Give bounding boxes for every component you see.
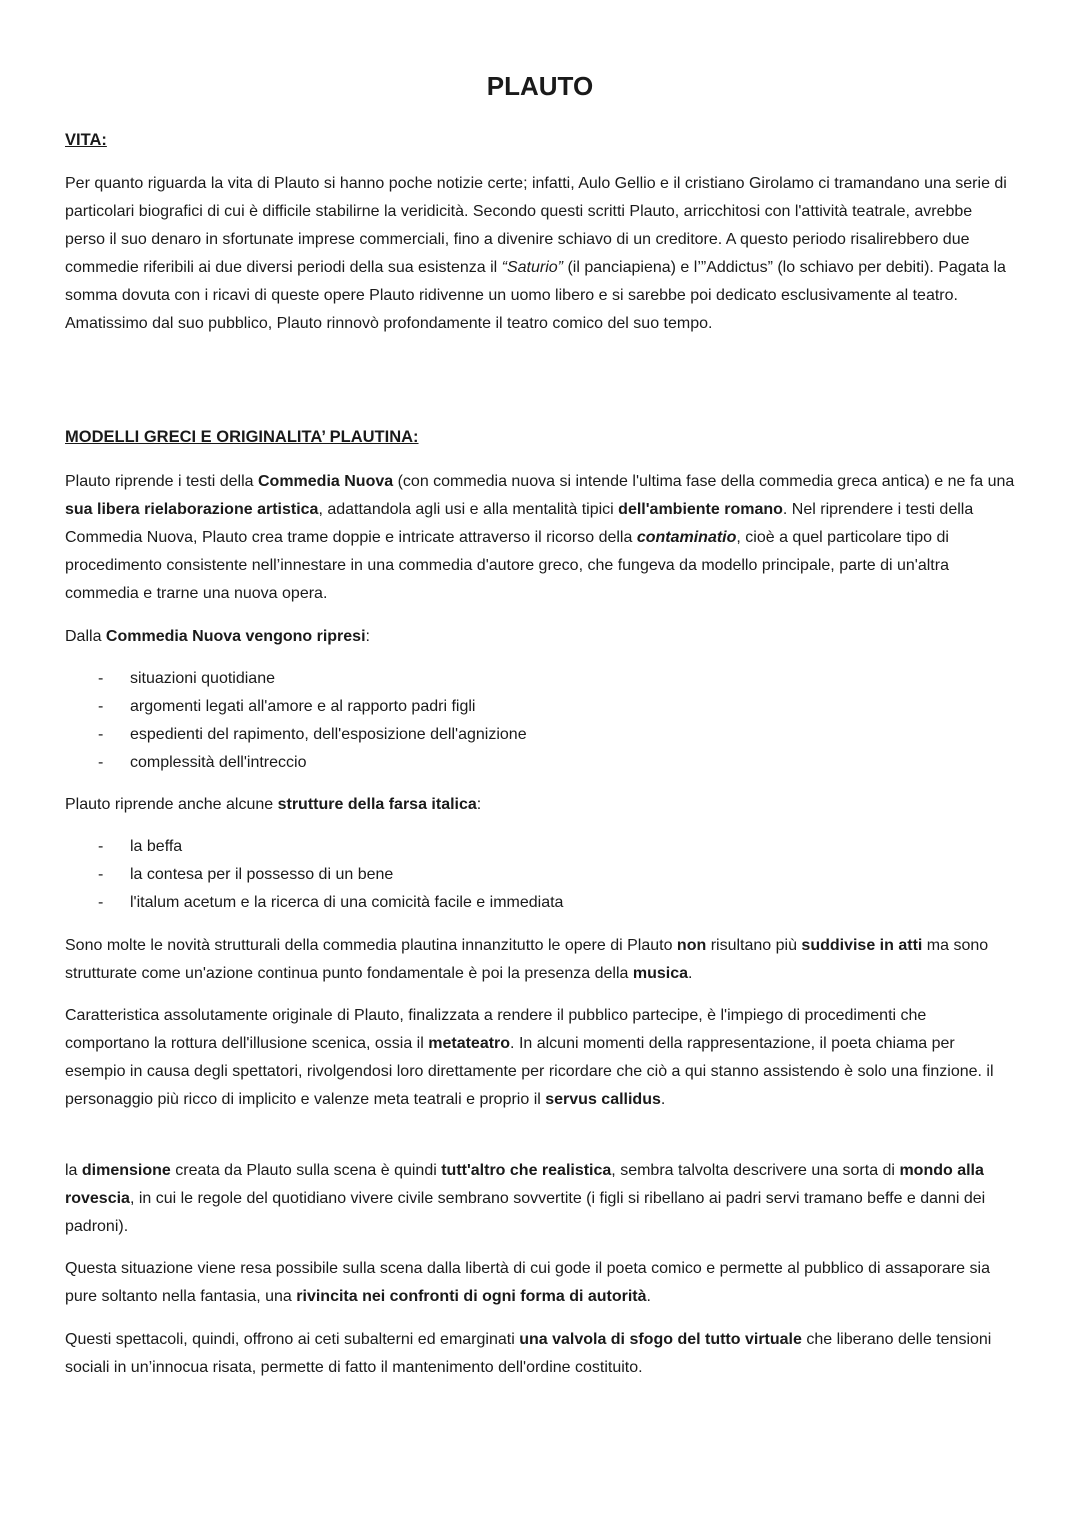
text-run: . [646, 1288, 651, 1305]
list-item: - la beffa [65, 833, 1015, 861]
modelli-paragraph-5 [65, 1002, 1015, 1114]
emphasis-text: metateatro [428, 1035, 511, 1052]
text-run: la [65, 1162, 82, 1179]
emphasis-text: musica [632, 965, 689, 982]
text-run: . [660, 1091, 666, 1108]
text-run: Sono molte le novità strutturali della commedia plautina innanzitutto le opere di Plauto [65, 937, 677, 954]
vita-paragraph [65, 170, 1015, 338]
section-heading-vita: VITA: [65, 131, 107, 149]
text-run: (con commedia nuova si intende l'ultima fase della commedia greca antica) e ne fa una [393, 473, 1015, 490]
emphasis-text: dimensione [81, 1162, 171, 1179]
emphasis-text: una valvola di sfogo del tutto virtuale [519, 1331, 802, 1348]
text-run: . Nel riprendere i testi della Commedia Nuova, Plauto crea trame doppie e intricate attraverso il ricorso della [65, 501, 974, 546]
list-item: - argomenti legati all'amore e al rapporto padri figli [65, 693, 1015, 721]
text-run: Plauto riprende i testi della [65, 473, 258, 490]
emphasis-text: suddivise in atti [801, 937, 923, 954]
emphasis-text: “Saturio” [501, 259, 564, 276]
modelli-paragraph-6 [65, 1157, 1015, 1241]
modelli-paragraph-1 [65, 468, 1015, 608]
list-item: - la contesa per il possesso di un bene [65, 861, 1015, 889]
farsa-italica-list [65, 833, 1015, 917]
text-run: , cioè a quel particolare tipo di procedimento consistente nell’innestare in una commedia d'autore greco, che fungeva da modello principale, parte di un'altra commedia e trarne una nuova opera. [65, 529, 949, 602]
text-run: ma sono strutturate come un'azione continua punto fondamentale è poi la presenza della [65, 937, 989, 982]
section-heading-modelli: MODELLI GRECI E ORIGINALITA’ PLAUTINA: [65, 428, 419, 446]
modelli-paragraph-7 [65, 1255, 1015, 1311]
text-run: risultano più [706, 937, 802, 954]
text-run: Questa situazione viene resa possibile sulla scena dalla libertà di cui gode il poeta comico e permette al pubblico di assaporare sia pure soltanto nella fantasia, una [65, 1260, 990, 1305]
text-run: che liberano delle tensioni sociali in un’innocua risata, permette di fatto il mantenimento dell'ordine costituito. [65, 1331, 992, 1376]
modelli-paragraph-3 [65, 791, 1015, 819]
emphasis-text: non [676, 937, 707, 954]
text-run: creata da Plauto sulla scena è quindi [170, 1162, 442, 1179]
text-run: , adattandola agli usi e alla mentalità tipici [318, 501, 619, 518]
emphasis-text: Commedia Nuova vengono ripresi [105, 628, 366, 645]
text-run: . In alcuni momenti della rappresentazione, il poeta chiama per esempio in causa degli spettatori, rivolgendosi loro direttamente per ricordare che ciò a qui stanno assistendo è solo una finzione. il personaggio più ricco di implicito e valenze meta teatrali e proprio il [65, 1035, 994, 1108]
modelli-paragraph-8 [65, 1326, 1015, 1382]
list-item: - complessità dell'intreccio [65, 749, 1015, 777]
emphasis-text: tutt'altro che realistica [441, 1162, 612, 1179]
text-run: : [476, 796, 482, 813]
text-run: : [365, 628, 370, 645]
page-title: PLAUTO [486, 71, 594, 101]
emphasis-text: sua libera rielaborazione artistica [65, 501, 319, 518]
text-run: Per quanto riguarda la vita di Plauto si hanno poche notizie certe; infatti, Aulo Gellio e il cristiano Girolamo ci tramandano una serie di particolari biografici di cui è difficile stabilirne la veridicità. Secondo questi scritti Plauto, arricchitosi con l'attività teatrale, avrebbe perso il suo denaro in sfortunate imprese commerciali, fino a divenire schiavo di un creditore. A questo periodo risalirebbero due commedie riferibili ai due diversi periodi della sua esistenza il [65, 175, 1007, 276]
emphasis-text: mondo alla rovescia [65, 1162, 984, 1207]
modelli-paragraph-4 [65, 932, 1015, 988]
emphasis-text: dell'ambiente romano [618, 501, 783, 518]
commedia-nuova-list [65, 665, 1015, 777]
modelli-paragraph-2 [65, 623, 1015, 651]
text-run: (il panciapiena) e l’”Addictus” (lo schiavo per debiti). Pagata la somma dovuta con i ricavi di queste opere Plauto ridivenne un uomo libero e si sarebbe poi dedicato esclusivamente al teatro. Amatissimo dal suo pubblico, Plauto rinnovò profondamente il teatro comico del suo tempo. [65, 259, 1006, 332]
emphasis-text: contaminatio [636, 529, 737, 546]
text-run: Caratteristica assolutamente originale di Plauto, finalizzata a rendere il pubblico partecipe, è l'impiego di procedimenti che comportano la rottura dell'illusione scenica, ossia il [65, 1007, 927, 1052]
text-run: Questi spettacoli, quindi, offrono ai ceti subalterni ed emarginati [65, 1331, 520, 1348]
text-run: , in cui le regole del quotidiano vivere civile sembrano sovvertite (i figli si ribellano ai padri servi tramano beffe e danni dei padroni). [65, 1190, 986, 1235]
text-run: Plauto riprende anche alcune [65, 796, 278, 813]
emphasis-text: Commedia Nuova [258, 473, 394, 490]
emphasis-text: servus callidus [545, 1091, 661, 1108]
emphasis-text: strutture della farsa italica [277, 796, 477, 813]
list-item: - situazioni quotidiane [65, 665, 1015, 693]
text-run: Dalla [65, 628, 106, 645]
list-item: - l'italum acetum e la ricerca di una comicità facile e immediata [65, 889, 1015, 917]
list-item: - espedienti del rapimento, dell'esposizione dell'agnizione [65, 721, 1015, 749]
text-run: , sembra talvolta descrivere una sorta di [611, 1162, 900, 1179]
text-run: . [688, 965, 693, 982]
emphasis-text: rivincita nei confronti di ogni forma di autorità [296, 1288, 647, 1305]
